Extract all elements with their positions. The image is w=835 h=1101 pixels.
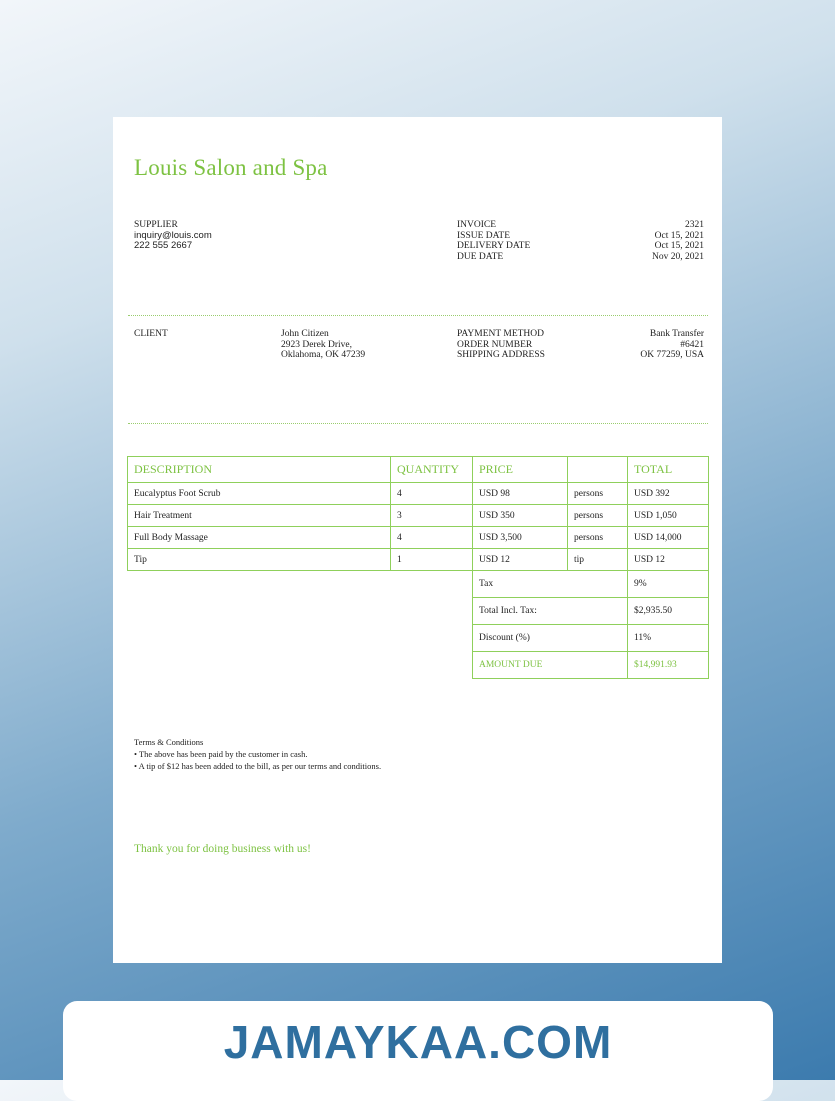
banner-text: JAMAYKAA.COM [223,1016,613,1068]
invoice-number: 2321 [685,220,704,230]
payment-method: Bank Transfer [649,329,704,339]
row-total: USD 14,000 [628,527,709,549]
delivery-date-label: DELIVERY DATE [457,241,531,252]
invoice-info-labels [457,220,530,263]
terms-title: Terms & Conditions [134,737,204,747]
terms-block [134,736,381,772]
row-quantity: 3 [391,505,473,527]
row-quantity: 1 [391,549,473,571]
table-row [128,483,709,505]
shipping-address-label: SHIPPING ADDRESS [457,350,545,361]
total-incl-tax-label: Total Incl. Tax: [473,598,628,625]
supplier-email: inquiry@louis.com [134,229,212,241]
company-name: Louis Salon and Spa [134,155,328,180]
row-price: USD 350 [473,505,568,527]
row-price: USD 98 [473,483,568,505]
row-price: USD 3,500 [473,527,568,549]
client-address-line2: Oklahoma, OK 47239 [281,350,366,361]
amount-due-label: AMOUNT DUE [473,652,628,679]
payment-info-values [593,329,704,361]
shipping-address: OK 77259, USA [640,350,704,361]
header-total: TOTAL [628,457,709,483]
supplier-block [134,220,212,252]
row-description: Hair Treatment [128,505,391,527]
summary-row-tax [128,571,709,598]
row-unit: persons [568,505,628,527]
row-quantity: 4 [391,527,473,549]
row-description: Full Body Massage [128,527,391,549]
header-description: DESCRIPTION [128,457,391,483]
row-unit: persons [568,527,628,549]
invoice-label: INVOICE [457,220,497,230]
due-date-label: DUE DATE [457,252,504,263]
watermark-banner [63,1001,773,1101]
supplier-phone: 222 555 2667 [134,240,193,252]
table-header-row [128,457,709,483]
client-block [281,329,365,361]
terms-line: • The above has been paid by the customer in cash. [134,749,308,759]
invoice-info-values [593,220,704,263]
thank-you-note: Thank you for doing business with us! [134,843,311,855]
total-incl-tax-value: $2,935.50 [628,598,709,625]
payment-info-labels [457,329,545,361]
divider [128,315,708,316]
terms-line: • A tip of $12 has been added to the bill, as per our terms and conditions. [134,761,382,771]
summary-row-total-incl-tax [128,598,709,625]
client-name: John Citizen [281,329,329,339]
client-label: CLIENT [134,329,168,339]
row-total: USD 12 [628,549,709,571]
discount-value: 11% [628,625,709,652]
due-date: Nov 20, 2021 [652,252,704,263]
row-total: USD 1,050 [628,505,709,527]
row-price: USD 12 [473,549,568,571]
tax-label: Tax [473,571,628,598]
table-row [128,505,709,527]
table-row [128,549,709,571]
payment-method-label: PAYMENT METHOD [457,329,545,339]
divider [128,423,708,424]
header-price: PRICE [473,457,568,483]
order-number-label: ORDER NUMBER [457,339,533,350]
row-unit: tip [568,549,628,571]
client-address-line1: 2923 Derek Drive, [281,339,352,350]
row-unit: persons [568,483,628,505]
row-description: Tip [128,549,391,571]
order-number: #6421 [680,339,704,350]
row-description: Eucalyptus Foot Scrub [128,483,391,505]
table-row [128,527,709,549]
row-quantity: 4 [391,483,473,505]
tax-value: 9% [628,571,709,598]
discount-label: Discount (%) [473,625,628,652]
invoice-page [113,117,722,963]
issue-date: Oct 15, 2021 [654,230,704,241]
header-unit [568,457,628,483]
header-quantity: QUANTITY [391,457,473,483]
issue-date-label: ISSUE DATE [457,230,511,241]
supplier-label: SUPPLIER [134,220,178,230]
amount-due-value: $14,991.93 [628,652,709,679]
summary-row-discount [128,625,709,652]
line-items-table [127,456,709,679]
row-total: USD 392 [628,483,709,505]
delivery-date: Oct 15, 2021 [654,241,704,252]
summary-row-amount-due [128,652,709,679]
